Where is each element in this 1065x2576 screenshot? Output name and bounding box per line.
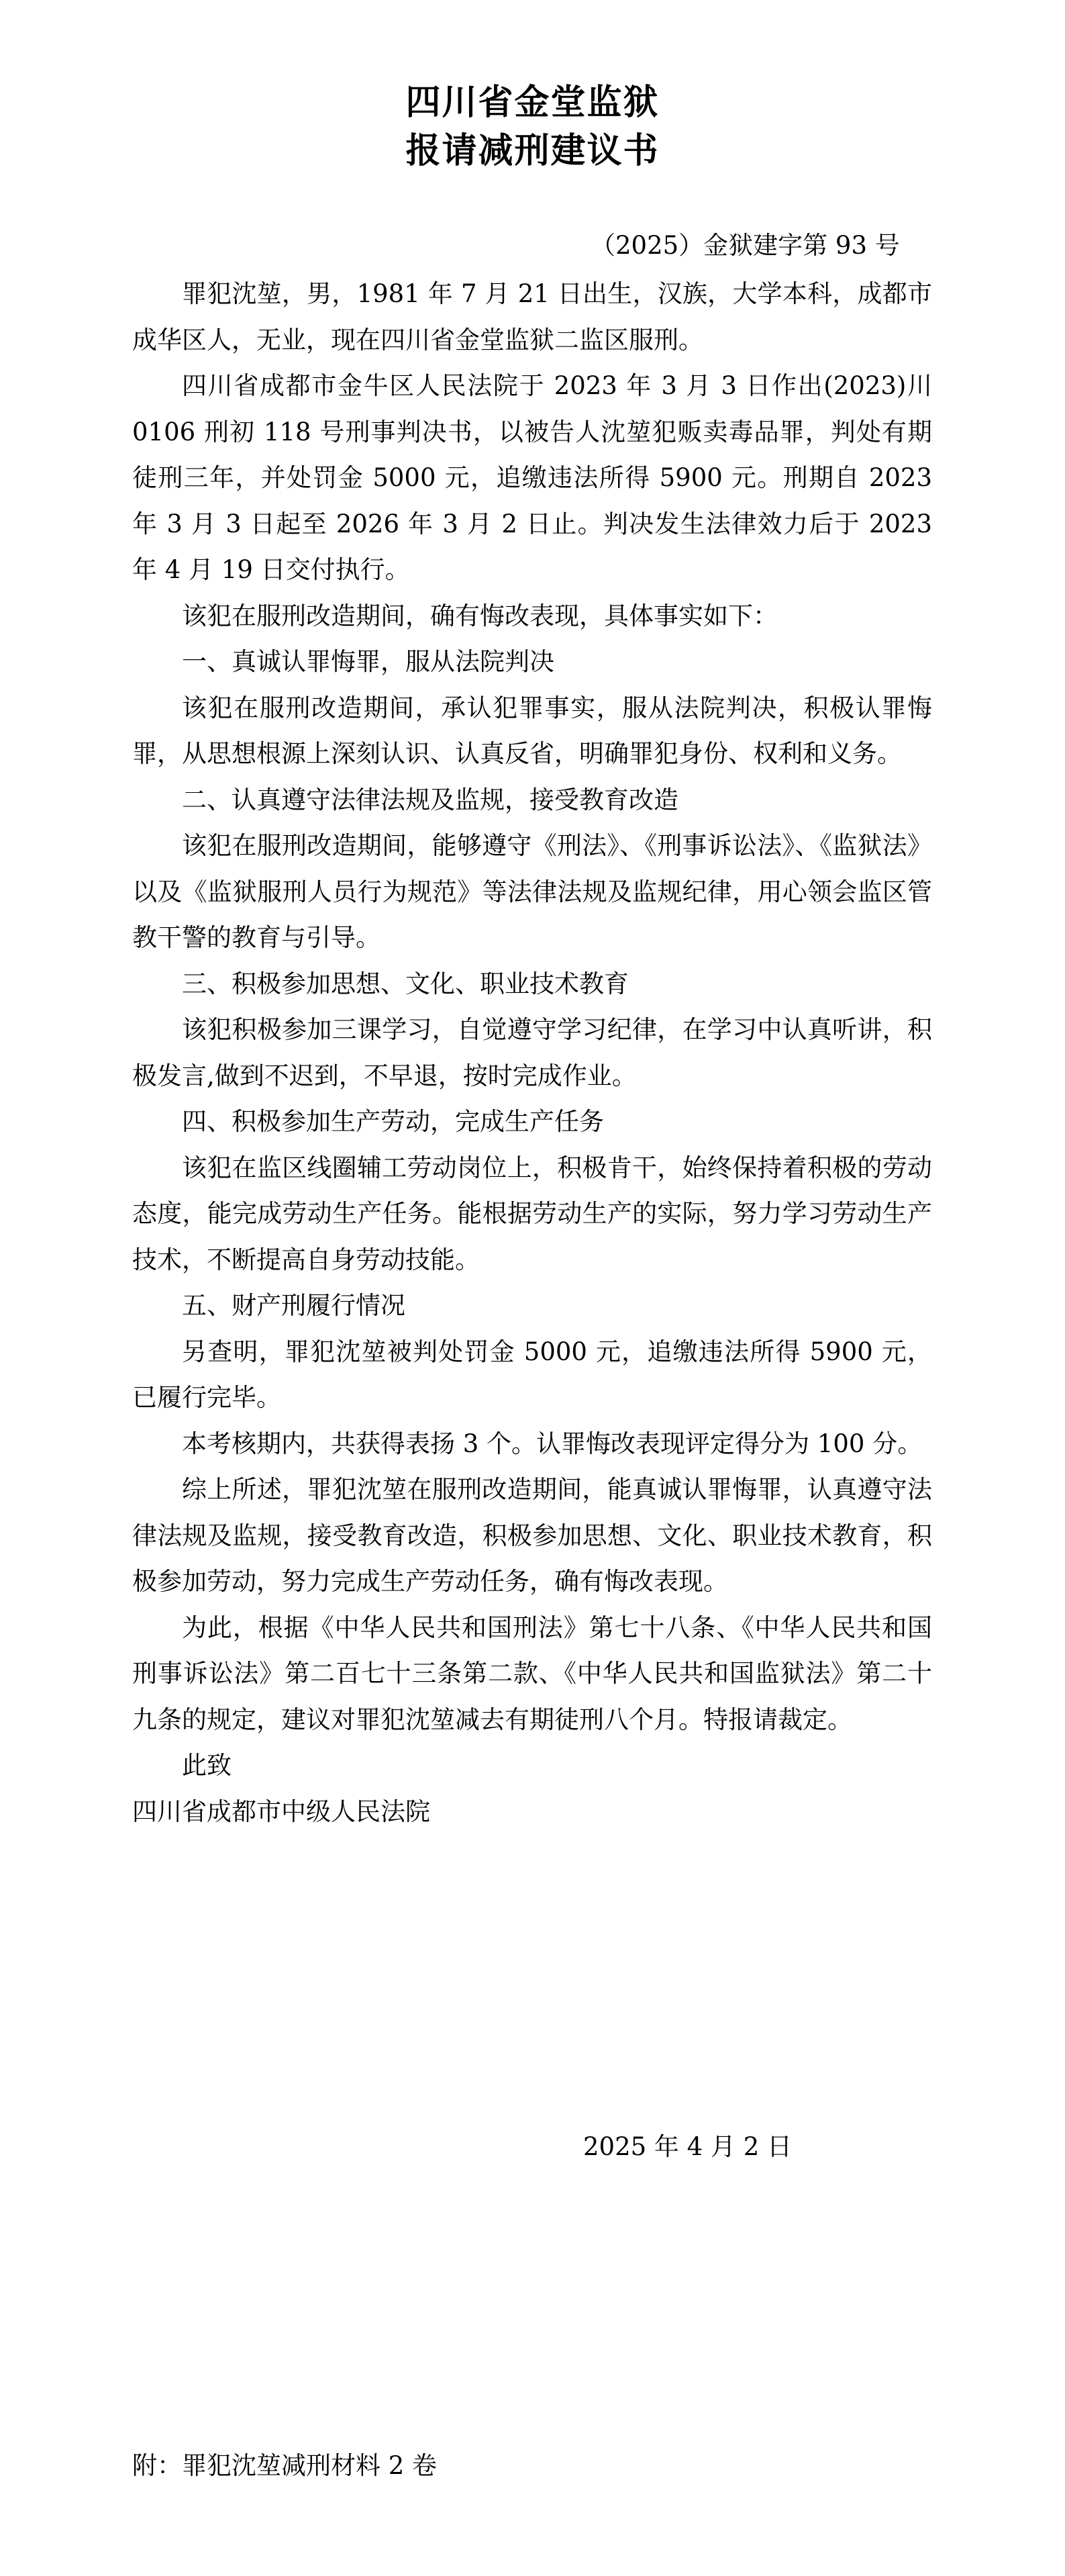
section-heading-2: 二、认真遵守法律法规及监规，接受教育改造 xyxy=(182,785,678,814)
document-body xyxy=(132,271,932,1835)
paragraph-section-1: 该犯在服刑改造期间，承认犯罪事实，服从法院判决，积极认罪悔罪，从思想根源上深刻认识、认真反省，明确罪犯身份、权利和义务。 xyxy=(132,693,932,768)
attachment-note: 附：罪犯沈堃减刑材料 2 卷 xyxy=(132,2451,438,2480)
section-heading-1: 一、真诚认罪悔罪，服从法院判决 xyxy=(182,647,554,676)
document-number: （2025）金狱建字第 93 号 xyxy=(591,231,900,260)
section-heading-3: 三、积极参加思想、文化、职业技术教育 xyxy=(182,969,629,998)
section-heading-4: 四、积极参加生产劳动，完成生产任务 xyxy=(182,1107,604,1136)
paragraph-section-5: 另查明，罪犯沈堃被判处罚金 5000 元，追缴违法所得 5900 元，已履行完毕。 xyxy=(132,1337,932,1412)
paragraph-salutation: 此致 xyxy=(182,1751,232,1780)
paragraph-judgment: 四川省成都市金牛区人民法院于 2023 年 3 月 3 日作出(2023)川 0106 刑初 118 号刑事判决书，以被告人沈堃犯贩卖毒品罪，判处有期徒刑三年，并处罚金 5000 元，追缴违法所得 5900 元。刑期自 2023 年 3 月 3 日起至 2026 年 3 月 2 日止。判决发生法律效力后于 2023 年 4 月 19 日交付执行。 xyxy=(132,371,932,584)
section-heading-5: 五、财产刑履行情况 xyxy=(182,1291,405,1320)
document-date: 2025 年 4 月 2 日 xyxy=(583,2132,793,2161)
title-institution: 四川省金堂监狱 xyxy=(405,83,660,123)
paragraph-prisoner-info: 罪犯沈堃，男，1981 年 7 月 21 日出生，汉族，大学本科，成都市成华区人，无业，现在四川省金堂监狱二监区服刑。 xyxy=(132,279,932,354)
paragraph-recommendation: 为此，根据《中华人民共和国刑法》第七十八条、《中华人民共和国刑事诉讼法》第二百七十三条第二款、《中华人民共和国监狱法》第二十九条的规定，建议对罪犯沈堃减去有期徒刑八个月。特报请裁定。 xyxy=(132,1613,932,1734)
paragraph-section-3: 该犯积极参加三课学习，自觉遵守学习纪律，在学习中认真听讲，积极发言,做到不迟到，不早退，按时完成作业。 xyxy=(132,1015,932,1090)
paragraph-assessment: 本考核期内，共获得表扬 3 个。认罪悔改表现评定得分为 100 分。 xyxy=(182,1429,923,1458)
paragraph-section-4: 该犯在监区线圈辅工劳动岗位上，积极肯干，始终保持着积极的劳动态度，能完成劳动生产任务。能根据劳动生产的实际，努力学习劳动生产技术，不断提高自身劳动技能。 xyxy=(132,1153,932,1274)
paragraph-summary: 综上所述，罪犯沈堃在服刑改造期间，能真诚认罪悔罪，认真遵守法律法规及监规，接受教育改造，积极参加思想、文化、职业技术教育，积极参加劳动，努力完成生产劳动任务，确有悔改表现。 xyxy=(132,1475,932,1596)
paragraph-intro-facts: 该犯在服刑改造期间，确有悔改表现，具体事实如下： xyxy=(182,601,778,630)
paragraph-section-2: 该犯在服刑改造期间，能够遵守《刑法》、《刑事诉讼法》、《监狱法》以及《监狱服刑人员行为规范》等法律法规及监规纪律，用心领会监区管教干警的教育与引导。 xyxy=(132,831,932,952)
title-document-type: 报请减刑建议书 xyxy=(405,131,660,171)
recipient-court: 四川省成都市中级人民法院 xyxy=(132,1797,430,1826)
